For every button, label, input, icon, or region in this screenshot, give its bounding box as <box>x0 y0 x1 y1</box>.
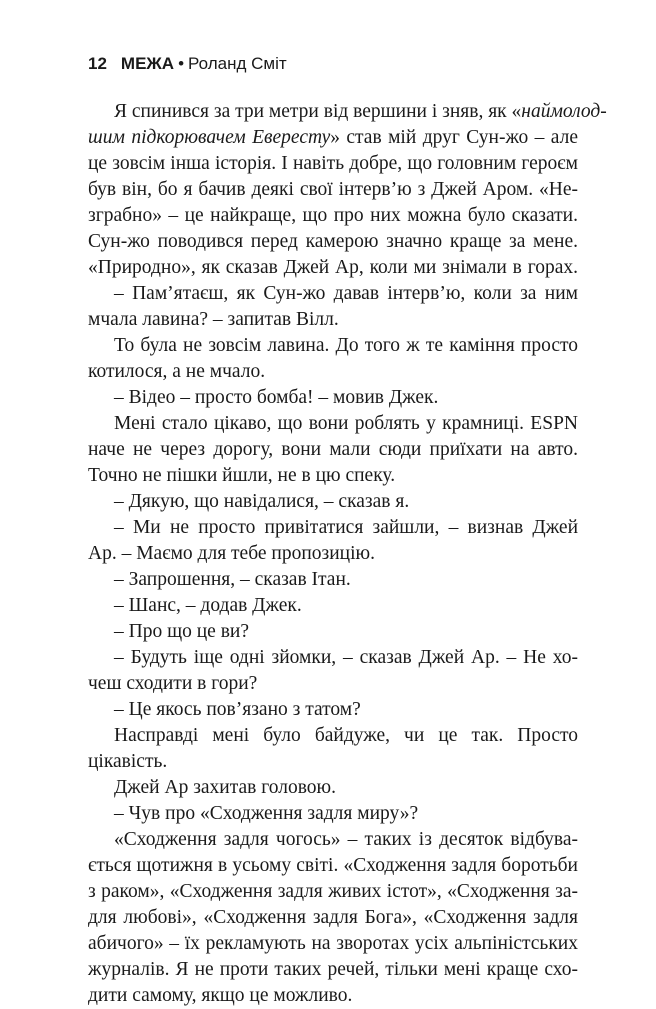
text-line: мчала лавина? – запитав Вілл. <box>88 309 339 330</box>
running-header <box>88 54 287 74</box>
text-line: Сун-жо поводився перед камерою значно краще за мене. <box>88 231 578 252</box>
text-line: дити самому, якщо це можливо. <box>88 985 353 1006</box>
text-line: Насправді мені було байдуже, чи це так. Просто <box>114 725 578 746</box>
text-line: абичого» – їх рекламують на зворотах усіх альпіністських <box>88 933 578 954</box>
text-line: – Пам’ятаєш, як Сун-жо давав інтерв’ю, коли за ним <box>114 283 578 304</box>
text-line: зграбно» – це найкраще, що про них можна було сказати. <box>88 205 578 226</box>
text-line: – Відео – просто бомба! – мовив Джек. <box>114 387 439 408</box>
text-line: – Дякую, що навідалися, – сказав я. <box>114 491 410 512</box>
text-line: був він, бо я бачив деякі свої інтерв’ю з Джей Аром. «Не- <box>88 179 578 200</box>
text-line: – Про що це ви? <box>114 621 249 642</box>
header-separator: • <box>178 54 185 73</box>
text-line: Я спинився за три метри від вершини і зняв, як «наймолод- <box>114 101 607 122</box>
text-line: шим підкорювачем Евересту» став мій друг Сун-жо – але <box>88 127 578 148</box>
text-line: «Природно», як сказав Джей Ар, коли ми знімали в горах. <box>88 257 578 278</box>
text-line: журналів. Я не проти таких речей, тільки мені краще схо- <box>88 959 578 980</box>
text-line: Ар. – Маємо для тебе пропозицію. <box>88 543 375 564</box>
text-line: – Шанс, – додав Джек. <box>114 595 302 616</box>
text-line: Точно не пішки йшли, не в цю спеку. <box>88 465 396 486</box>
text-line: цікавість. <box>88 751 168 772</box>
text-line: для любові», «Сходження задля Бога», «Сходження задля <box>88 907 578 928</box>
text-line: – Чув про «Сходження задля миру»? <box>114 803 419 824</box>
text-line: ється щотижня в усьому світі. «Сходження задля боротьби <box>88 855 578 876</box>
text-line: це зовсім інша історія. І навіть добре, що головним героєм <box>88 153 578 174</box>
text-line: – Запрошення, – сказав Ітан. <box>114 569 351 590</box>
body-text <box>88 99 607 1009</box>
text-line: котилося, а не мчало. <box>88 361 266 382</box>
text-line: – Будуть іще одні зйомки, – сказав Джей Ар. – Не хо- <box>114 647 578 668</box>
text-line: чеш сходити в гори? <box>88 673 258 694</box>
page-number: 12 <box>88 54 107 73</box>
text-line: наче не через дорогу, вони мали сюди приїхати на авто. <box>88 439 578 460</box>
text-line: То була не зовсім лавина. До того ж те каміння просто <box>114 335 578 356</box>
author-name: Роланд Сміт <box>188 54 287 73</box>
book-title: МЕЖА <box>120 54 175 73</box>
text-line: – Ми не просто привітатися зайшли, – визнав Джей <box>114 517 578 538</box>
text-line: – Це якось пов’язано з татом? <box>114 699 361 720</box>
text-line: з раком», «Сходження задля живих істот», «Сходження за- <box>88 881 578 902</box>
text-line: Мені стало цікаво, що вони роблять у крамниці. ESPN <box>114 413 578 434</box>
text-line: «Сходження задля чогось» – таких із десяток відбува- <box>114 829 578 850</box>
text-line: Джей Ар захитав головою. <box>114 777 336 798</box>
